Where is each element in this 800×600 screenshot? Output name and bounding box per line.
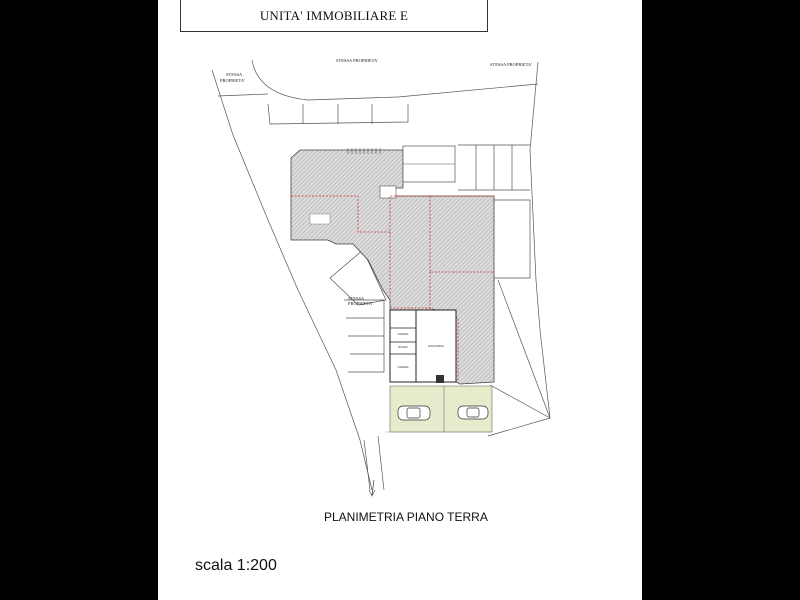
right-site-boundary — [530, 62, 550, 418]
unit-title: UNITA' IMMOBILIARE E — [259, 8, 409, 23]
car-right-icon — [458, 406, 488, 419]
neighbor-label-4-line2: PROPRIETA' — [348, 301, 373, 306]
left-short-edge — [218, 94, 268, 96]
scale-label: scala 1:200 — [195, 557, 277, 574]
neighbor-label-1-line1: STESSA — [226, 72, 243, 77]
unit-e-rooms — [390, 310, 456, 383]
drawing-sheet — [158, 0, 642, 600]
svg-text:SOGGIORNO: SOGGIORNO — [427, 345, 445, 348]
svg-text:CAMERA: CAMERA — [397, 366, 409, 369]
garden-area — [386, 386, 492, 432]
left-site-boundary — [212, 70, 372, 490]
neighbor-label-1-line2: PROPRIETA' — [220, 78, 245, 83]
neighbor-label-3: STESSA PROPRIETA' — [490, 62, 533, 67]
entrance-lane — [364, 440, 370, 490]
car-left-icon — [398, 406, 430, 420]
neighbor-label-2: STESSA PROPRIETA' — [336, 58, 379, 63]
neighbor-label-4-line1: STESSA — [348, 296, 365, 301]
plan-caption: PLANIMETRIA PIANO TERRA — [324, 510, 488, 524]
svg-text:BAGNO: BAGNO — [398, 346, 408, 349]
svg-text:CAMERA: CAMERA — [397, 333, 409, 336]
right-lot — [494, 200, 530, 278]
